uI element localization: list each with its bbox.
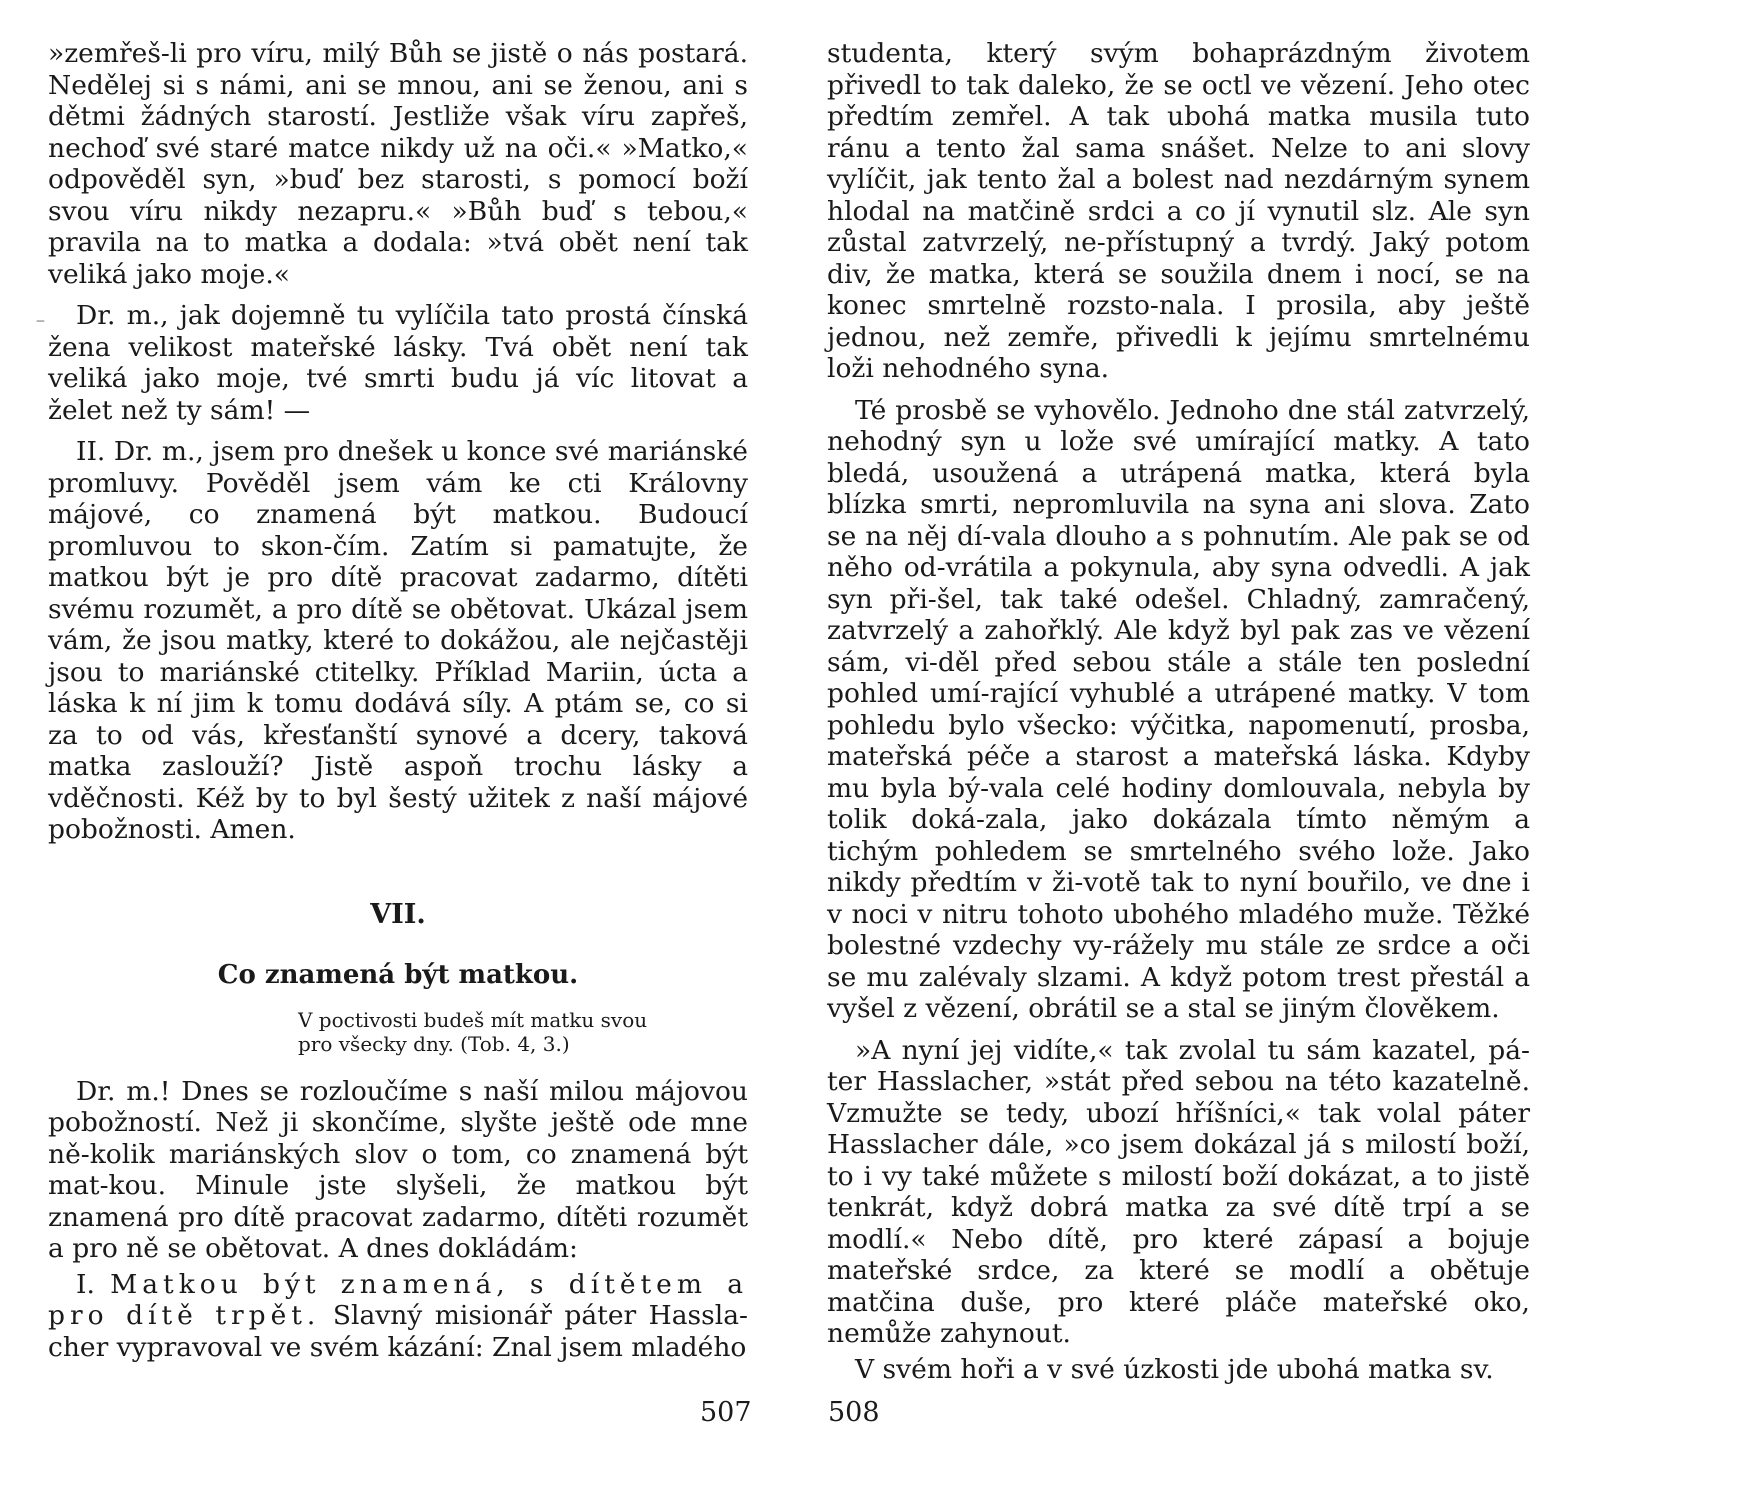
left-paragraph-4: Dr. m.! Dnes se rozloučíme s naší milou májovou pobožností. Než ji skončíme, slyšte ještě ode mne ně-kolik mariánských slov o tom, co znamená být mat-kou. Minule jste slyšeli, že matkou být znamená pro dítě pracovat zadarmo, dítěti rozumět a pro ně se obětovat. A dnes dokládám: bbox=[48, 1075, 748, 1264]
paragraph-5-text: Slavný misionář páter Hassla-cher vypravoval ve svém kázání: Znal jsem mladého bbox=[48, 1300, 748, 1363]
chapter-title: Co znamená být matkou. bbox=[217, 959, 579, 990]
point-number: I. bbox=[76, 1268, 95, 1300]
motto-line-1: V poctivosti budeš mít matku svou bbox=[298, 1007, 648, 1032]
right-paragraph-4: V svém hoři a v své úzkosti jde ubohá matka sv. bbox=[855, 1353, 1494, 1385]
chapter-motto bbox=[298, 1008, 748, 1056]
margin-mark: ‒ bbox=[36, 313, 45, 329]
left-paragraph-1: »zemřeš-li pro víru, milý Bůh se jistě o nás postará. Nedělej si s námi, ani se mnou, ani se ženou, ani s dětmi žádných starostí. Jestliže však víru zapřeš, nechoď své staré matce nikdy už na oči.« »Matko,« odpověděl syn, »buď bez starosti, s pomocí boží svou víru nikdy nezapru.« »Bůh buď s tebou,« pravila na to matka a dodala: »tvá obět není tak veliká jako moje.« bbox=[48, 38, 748, 290]
left-paragraph-3: II. Dr. m., jsem pro dnešek u konce své mariánské promluvy. Pověděl jsem vám ke cti Královny májové, co znamená být matkou. Budoucí promluvou to skon-čím. Zatím si pamatujte, že matkou být je pro dítě pracovat zadarmo, dítěti svému rozumět, a pro dítě se obětovat. Ukázal jsem vám, že jsou matky, které to dokážou, ale nejčastěji jsou to mariánské ctitelky. Příklad Mariin, úcta a láska k ní jim k tomu dodává síly. A ptám se, co si za to od vás, křesťanští synové a dcery, taková matka zaslouží? Jistě aspoň trochu lásky a vděčnosti. Kéž by to byl šestý užitek z naší májové pobožnosti. Amen. bbox=[48, 436, 748, 845]
emphasized-thesis: Matkou být znamená, s dítětem a pro dítě trpět. bbox=[48, 1268, 748, 1331]
page-number-left: 507 bbox=[700, 1397, 752, 1428]
motto-line-2: pro všecky dny. (Tob. 4, 3.) bbox=[298, 1031, 570, 1056]
left-page bbox=[48, 38, 748, 1363]
left-paragraph-2: Dr. m., jak dojemně tu vylíčila tato prostá čínská žena velikost mateřské lásky. Tvá obět není tak veliká jako moje, tvé smrti budu já víc litovat a želet než ty sám! — bbox=[48, 300, 748, 426]
right-paragraph-3: »A nyní jej vidíte,« tak zvolal tu sám kazatel, pá-ter Hasslacher, »stát před sebou na této kazatelně. Vzmužte se tedy, ubozí hříšníci,« tak volal páter Hasslacher dále, »co jsem dokázal já s milostí boží, to i vy také můžete s milostí boží dokázat, a to jistě tenkrát, když dobrá matka za své dítě trpí a se modlí.« Nebo dítě, pro které zápasí a bojuje mateřské srdce, za které se modlí a obětuje matčina duše, pro které pláče mateřské oko, nemůže zahynout. bbox=[827, 1034, 1530, 1349]
right-paragraph-1: studenta, který svým bohaprázdným životem přivedl to tak daleko, že se octl ve vězení. Jeho otec předtím zemřel. A tak ubohá matka musila tuto ránu a tento žal sama snášet. Nelze to ani slovy vylíčit, jak tento žal a bolest nad nezdárným synem hlodal na matčině srdci a co jí vynutil slz. Ale syn zůstal zatvrzelý, ne-přístupný a tvrdý. Jaký potom div, že matka, která se soužila dnem i nocí, se na konec smrtelně rozsto-nala. I prosila, aby ještě jednou, než zemře, přivedli k jejímu smrtelnému loži nehodného syna. bbox=[827, 38, 1530, 384]
page-number-right: 508 bbox=[828, 1397, 880, 1428]
chapter-number: VII. bbox=[370, 898, 426, 930]
right-paragraph-2: Té prosbě se vyhovělo. Jednoho dne stál zatvrzelý, nehodný syn u lože své umírající matky. A tato bledá, usoužená a utrápená matka, která byla blízka smrti, nepromluvila na syna ani slova. Zato se na něj dí-vala dlouho a s pohnutím. Ale pak se od něho od-vrátila a pokynula, aby syna odvedli. A jak syn při-šel, tak také odešel. Chladný, zamračený, zatvrzelý a zahořklý. Ale když byl pak zas ve vězení sám, vi-děl před sebou stále a stále ten poslední pohled umí-rající vyhublé a utrápené matky. V tom pohledu bylo všecko: výčitka, napomenutí, prosba, mateřská péče a starost a mateřská láska. Kdyby mu byla bý-vala celé hodiny domlouvala, nebyla by tolik doká-zala, jako dokázala tímto němým a tichým pohledem se smrtelného svého lože. Jako nikdy předtím v ži-votě tak to nyní bouřilo, ve dne i v noci v nitru tohoto ubohého mladého muže. Těžké bolestné vzdechy vy-rážely mu stále ze srdce a oči se mu zalévaly slzami. A když potom trest přestál a vyšel z vězení, obrátil se a stal se jiným člověkem. bbox=[827, 394, 1530, 1024]
left-paragraph-5 bbox=[48, 1269, 748, 1364]
right-page bbox=[827, 38, 1530, 1385]
